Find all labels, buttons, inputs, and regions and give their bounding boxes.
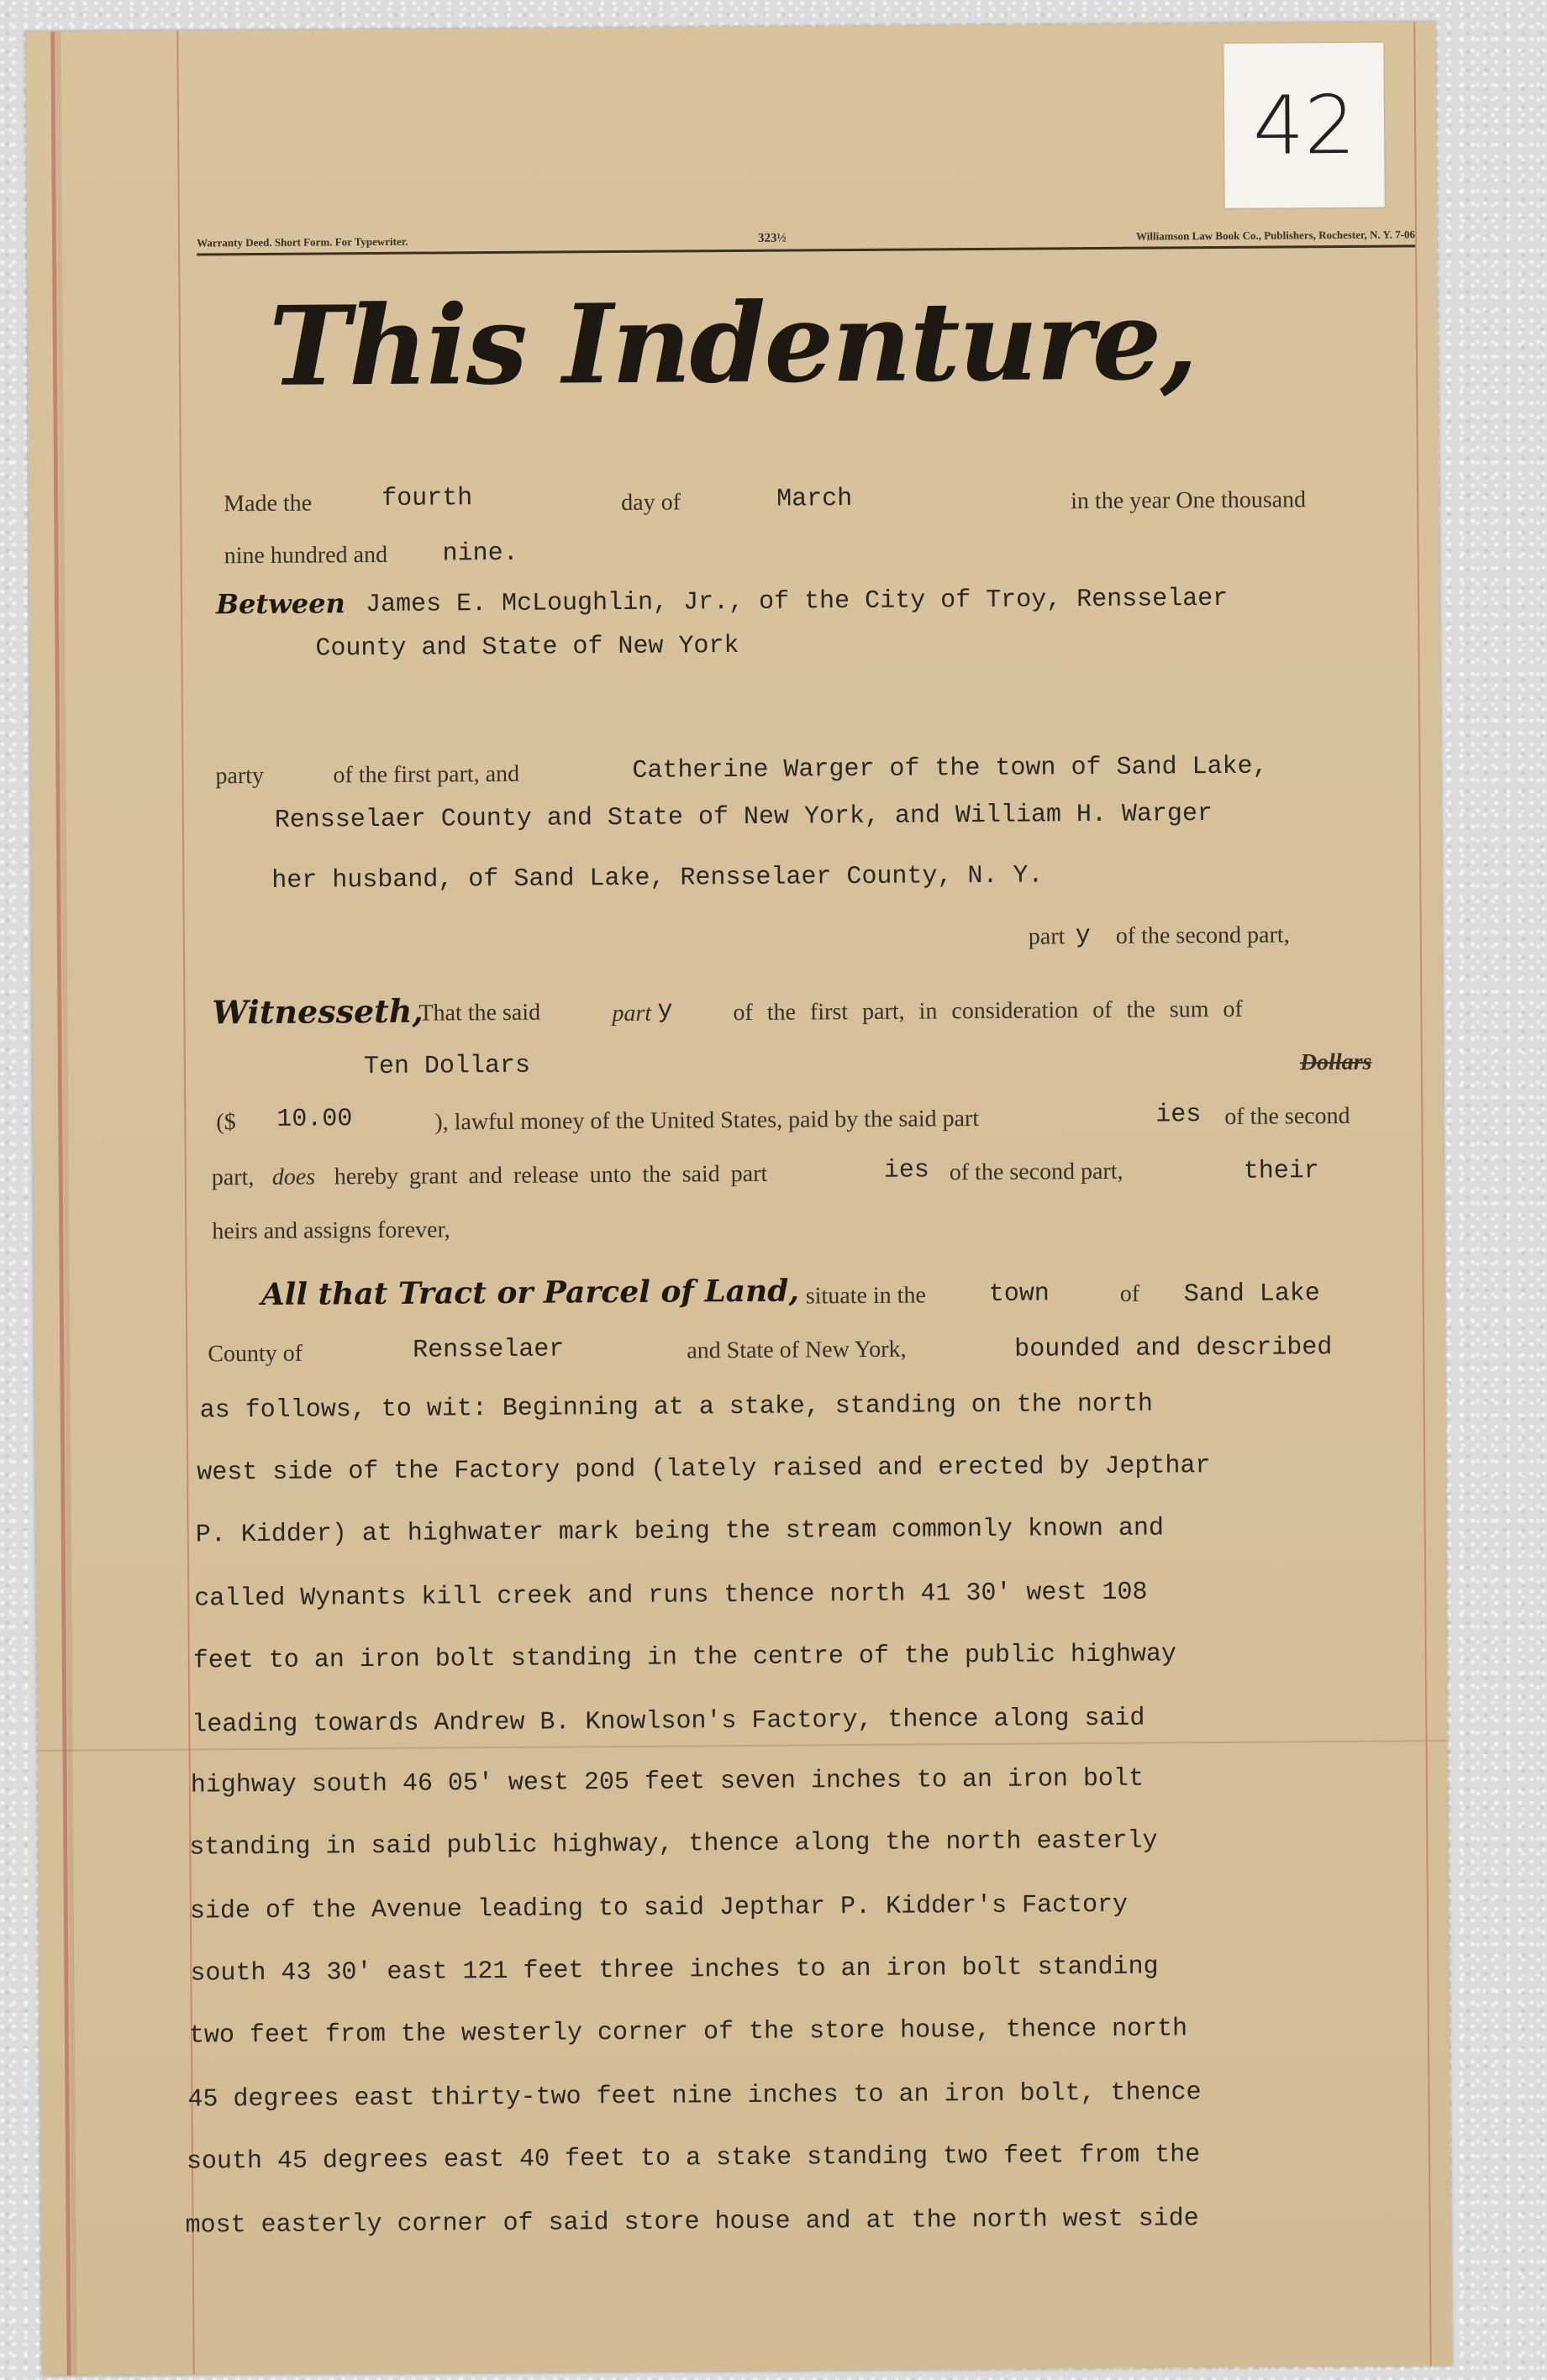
- description-line: south 43 30' east 121 feet three inches to an iron bolt standing: [190, 1952, 1159, 1989]
- in-the-year-label: in the year One thousand: [1071, 486, 1307, 515]
- description-line: side of the Avenue leading to said Jepthar P. Kidder's Factory: [189, 1890, 1129, 1926]
- form-header: [197, 227, 1415, 255]
- party-word: part: [612, 1000, 652, 1027]
- deed-paper: [25, 22, 1451, 2376]
- description-line: leading towards Andrew B. Knowlson's Factory, thence along said: [192, 1704, 1145, 1740]
- document-title: This Indenture,: [268, 276, 1197, 411]
- bounded-text: bounded and described: [1014, 1333, 1333, 1364]
- dollars-struck: Dollars: [1299, 1048, 1372, 1076]
- party-second-suffix: y: [1075, 922, 1091, 951]
- day-value: fourth: [381, 484, 473, 513]
- grantee-line-3: her husband, of Sand Lake, Rensselaer County, N. Y.: [271, 861, 1044, 896]
- party-suffix: y: [657, 996, 673, 1026]
- witness-text-2: of the first part, in consideration of the sum of: [733, 996, 1243, 1027]
- form-name: Warranty Deed. Short Form. For Typewriter.: [196, 234, 408, 250]
- sticker-number: 42: [1252, 77, 1356, 173]
- their-word: their: [1243, 1157, 1319, 1186]
- description-line: highway south 46 05' west 205 feet seven inches to an iron bolt: [190, 1764, 1144, 1800]
- description-line: south 45 degrees east 40 feet to a stake standing two feet from the: [186, 2141, 1201, 2177]
- part-word: part,: [211, 1164, 255, 1191]
- place-value: Sand Lake: [1183, 1279, 1320, 1310]
- description-line: feet to an iron bolt standing in the centre of the public highway: [192, 1640, 1177, 1676]
- does-word: does: [271, 1164, 316, 1190]
- description-line: P. Kidder) at highwater mark being the stream commonly known and: [195, 1514, 1165, 1550]
- party-second-label: part: [1028, 923, 1066, 950]
- of-word: of: [1119, 1280, 1140, 1307]
- tract-label: All that Tract or Parcel of Land,: [260, 1273, 800, 1312]
- number-sticker: [1223, 43, 1384, 208]
- description-line: two feet from the westerly corner of the store house, thence north: [188, 2015, 1188, 2051]
- description-line: called Wynants kill creek and runs thence north 41 30' west 108: [194, 1578, 1148, 1614]
- party-label: party: [215, 762, 265, 790]
- grantee-line-2: Rensselaer County and State of New York, and William H. Warger: [274, 800, 1213, 835]
- year-value: nine.: [442, 539, 518, 569]
- amount-open: ($: [216, 1109, 236, 1136]
- of-the-second: of the second: [1224, 1102, 1350, 1130]
- description-line: most easterly corner of said store house and at the north west side: [185, 2204, 1199, 2241]
- description-line: 45 degrees east thirty-two feet nine inches to an iron bolt, thence: [187, 2078, 1202, 2115]
- amount-words: Ten Dollars: [363, 1051, 531, 1082]
- situate-text: situate in the: [805, 1282, 926, 1310]
- day-of-label: day of: [621, 489, 681, 516]
- amount-value: 10.00: [276, 1105, 353, 1134]
- fold-crease-horizontal: [38, 1740, 1448, 1752]
- nine-hundred-label: nine hundred and: [224, 541, 388, 570]
- parties-suffix: ies: [1155, 1101, 1202, 1130]
- state-of-label: and State of New York,: [687, 1336, 907, 1364]
- form-code: 323½: [757, 231, 787, 245]
- made-the-label: Made the: [224, 490, 313, 518]
- month-value: March: [776, 485, 853, 514]
- amount-close: ), lawful money of the United States, paid by the said part: [434, 1106, 980, 1136]
- county-of-label: County of: [208, 1340, 303, 1368]
- witnesseth-label: Witnesseth,: [212, 991, 424, 1032]
- first-part-label: of the first part, and: [333, 760, 520, 789]
- grant-suffix: ies: [883, 1156, 929, 1185]
- description-line: as follows, to wit: Beginning at a stake, standing on the north: [199, 1390, 1154, 1426]
- between-label: Between: [215, 587, 345, 621]
- grantor-line-1: James E. McLoughlin, Jr., of the City of Troy, Rensselaer: [365, 584, 1229, 620]
- grant-text: hereby grant and release unto the said part: [334, 1160, 768, 1190]
- grantor-line-2: County and State of New York: [315, 631, 739, 664]
- publisher: Williamson Law Book Co., Publishers, Rochester, N. Y. 7-06: [1135, 228, 1416, 243]
- second-part-label: of the second part,: [1115, 922, 1290, 949]
- description-line: standing in said public highway, thence along the north easterly: [189, 1826, 1158, 1862]
- county-value: Rensselaer: [413, 1335, 565, 1365]
- witness-text-1: That the said: [418, 999, 541, 1027]
- of-second-part-2: of the second part,: [949, 1158, 1123, 1186]
- town-value: town: [988, 1279, 1050, 1309]
- description-line: west side of the Factory pond (lately raised and erected by Jepthar: [197, 1452, 1211, 1488]
- heirs-text: heirs and assigns forever,: [212, 1216, 450, 1245]
- grantee-line-1: Catherine Warger of the town of Sand Lake,: [632, 752, 1268, 785]
